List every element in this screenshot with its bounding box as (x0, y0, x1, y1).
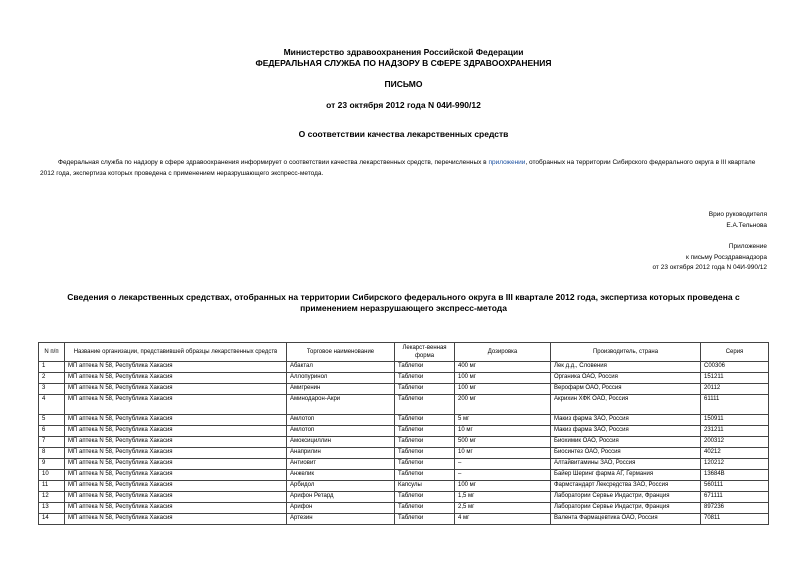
table-row (39, 415, 769, 426)
cell-manufacturer: Биохимик ОАО, Россия (551, 437, 701, 448)
cell-manufacturer: Биосинтез ОАО, Россия (551, 448, 701, 459)
cell-dosage: 100 мг (455, 384, 551, 395)
cell-manufacturer: Макиз фарма ЗАО, Россия (551, 415, 701, 426)
cell-dosage-form: Таблетки (395, 384, 455, 395)
cell-trade-name: Абактал (287, 362, 395, 373)
cell-series: 120212 (701, 459, 769, 470)
cell-organization: МП аптека N 58, Республика Хакасия (65, 426, 287, 437)
col-header-series: Серия (701, 343, 769, 362)
cell-number: 2 (39, 373, 65, 384)
col-header-trade-name: Торговое наименование (287, 343, 395, 362)
cell-trade-name: Анжелик (287, 470, 395, 481)
cell-dosage-form: Таблетки (395, 492, 455, 503)
col-header-dosage: Дозировка (455, 343, 551, 362)
cell-trade-name: Аллопуринол (287, 373, 395, 384)
cell-organization: МП аптека N 58, Республика Хакасия (65, 514, 287, 525)
ministry-name: Министерство здравоохранения Российской Федерации (283, 47, 524, 57)
appendix-link[interactable]: приложении (488, 159, 526, 166)
cell-number: 10 (39, 470, 65, 481)
cell-series: 200312 (701, 437, 769, 448)
cell-dosage: 100 мг (455, 373, 551, 384)
col-header-dosage-form: Лекарст-венная форма (395, 343, 455, 362)
letter-body (40, 157, 770, 179)
cell-manufacturer: Лаборатории Сервье Индастри, Франция (551, 492, 701, 503)
cell-number: 5 (39, 415, 65, 426)
cell-organization: МП аптека N 58, Республика Хакасия (65, 503, 287, 514)
cell-organization: МП аптека N 58, Республика Хакасия (65, 481, 287, 492)
cell-organization: МП аптека N 58, Республика Хакасия (65, 448, 287, 459)
cell-trade-name: Аминодарон-Акри (287, 395, 395, 415)
cell-dosage: – (455, 459, 551, 470)
cell-series: 13684В (701, 470, 769, 481)
cell-trade-name: Амлотоп (287, 415, 395, 426)
cell-trade-name: Арбидол (287, 481, 395, 492)
cell-dosage-form: Таблетки (395, 395, 455, 415)
cell-dosage: 200 мг (455, 395, 551, 415)
cell-organization: МП аптека N 58, Республика Хакасия (65, 395, 287, 415)
col-header-manufacturer: Производитель, страна (551, 343, 701, 362)
table-row (39, 459, 769, 470)
table-row (39, 373, 769, 384)
table-row (39, 395, 769, 415)
document-type: ПИСЬМО (384, 79, 423, 89)
col-header-number: N п/п (39, 343, 65, 362)
table-row (39, 426, 769, 437)
cell-series: 897236 (701, 503, 769, 514)
cell-trade-name: Амигренин (287, 384, 395, 395)
cell-manufacturer: Байер Шеринг фарма АГ, Германия (551, 470, 701, 481)
cell-number: 7 (39, 437, 65, 448)
cell-number: 14 (39, 514, 65, 525)
cell-organization: МП аптека N 58, Республика Хакасия (65, 470, 287, 481)
table-row (39, 481, 769, 492)
cell-dosage-form: Таблетки (395, 503, 455, 514)
cell-dosage-form: Таблетки (395, 437, 455, 448)
cell-organization: МП аптека N 58, Республика Хакасия (65, 437, 287, 448)
cell-dosage: 4 мг (455, 514, 551, 525)
medicines-table (38, 342, 769, 525)
cell-dosage: 100 мг (455, 481, 551, 492)
cell-dosage-form: Капсулы (395, 481, 455, 492)
cell-number: 4 (39, 395, 65, 415)
cell-dosage: 500 мг (455, 437, 551, 448)
cell-manufacturer: Органика ОАО, Россия (551, 373, 701, 384)
cell-dosage: – (455, 470, 551, 481)
cell-organization: МП аптека N 58, Республика Хакасия (65, 384, 287, 395)
cell-series: 231211 (701, 426, 769, 437)
cell-number: 13 (39, 503, 65, 514)
body-text-before-link: Федеральная служба по надзору в сфере здравоохранения информирует о соответствии качества лекарственных средств, перечисленных в (58, 159, 489, 166)
cell-trade-name: Артезин (287, 514, 395, 525)
cell-manufacturer: Лек д.д., Словения (551, 362, 701, 373)
cell-trade-name: Арифон (287, 503, 395, 514)
table-row (39, 514, 769, 525)
body-text-after-link: , отобранных на территории Сибирского федерального округа в III квартале 2012 года, экспертиза которых проведена с применением неразрушающего экспресс-метода. (40, 159, 756, 177)
cell-trade-name: Антиовит (287, 459, 395, 470)
appendix-date: от 23 октября 2012 года N 04И-990/12 (652, 264, 767, 271)
signature-position: Врио руководителя (708, 211, 767, 218)
table-row (39, 470, 769, 481)
cell-number: 11 (39, 481, 65, 492)
cell-manufacturer: Фармстандарт Лексредства ЗАО, Россия (551, 481, 701, 492)
table-header-row (39, 343, 769, 362)
cell-organization: МП аптека N 58, Республика Хакасия (65, 415, 287, 426)
cell-dosage-form: Таблетки (395, 448, 455, 459)
cell-dosage: 1,5 мг (455, 492, 551, 503)
cell-organization: МП аптека N 58, Республика Хакасия (65, 492, 287, 503)
service-name: ФЕДЕРАЛЬНАЯ СЛУЖБА ПО НАДЗОРУ В СФЕРЕ ЗДРАВООХРАНЕНИЯ (255, 58, 552, 68)
table-row (39, 448, 769, 459)
cell-dosage-form: Таблетки (395, 362, 455, 373)
cell-number: 1 (39, 362, 65, 373)
cell-manufacturer: Макиз фарма ЗАО, Россия (551, 426, 701, 437)
table-row (39, 503, 769, 514)
cell-dosage-form: Таблетки (395, 459, 455, 470)
cell-dosage-form: Таблетки (395, 373, 455, 384)
cell-dosage: 2,5 мг (455, 503, 551, 514)
table-row (39, 492, 769, 503)
cell-series: 560111 (701, 481, 769, 492)
cell-trade-name: Амлотоп (287, 426, 395, 437)
cell-trade-name: Анаприлин (287, 448, 395, 459)
cell-number: 8 (39, 448, 65, 459)
table-row (39, 362, 769, 373)
cell-number: 6 (39, 426, 65, 437)
cell-dosage: 400 мг (455, 362, 551, 373)
cell-organization: МП аптека N 58, Республика Хакасия (65, 373, 287, 384)
cell-series: 150911 (701, 415, 769, 426)
cell-manufacturer: Валента Фармацевтика ОАО, Россия (551, 514, 701, 525)
cell-series: C00306 (701, 362, 769, 373)
document-date: от 23 октября 2012 года N 04И-990/12 (326, 100, 481, 110)
cell-dosage: 10 мг (455, 426, 551, 437)
appendix-label: Приложение (728, 243, 767, 250)
cell-dosage-form: Таблетки (395, 426, 455, 437)
cell-manufacturer: Алтайвитамины ЗАО, Россия (551, 459, 701, 470)
table-row (39, 384, 769, 395)
cell-organization: МП аптека N 58, Республика Хакасия (65, 459, 287, 470)
cell-series: 20112 (701, 384, 769, 395)
cell-manufacturer: Лаборатории Сервье Индастри, Франция (551, 503, 701, 514)
document-subject: О соответствии качества лекарственных средств (298, 129, 509, 139)
cell-trade-name: Амоксициллин (287, 437, 395, 448)
cell-dosage-form: Таблетки (395, 470, 455, 481)
cell-series: 151211 (701, 373, 769, 384)
cell-series: 70811 (701, 514, 769, 525)
cell-number: 9 (39, 459, 65, 470)
cell-dosage: 5 мг (455, 415, 551, 426)
cell-number: 3 (39, 384, 65, 395)
signature-name: Е.А.Тельнова (726, 222, 767, 229)
table-title: Сведения о лекарственных средствах, отобранных на территории Сибирского федерального округа в III квартале 2012 года, экспертиза которых проведена с применением неразрушающего экспресс-метода (67, 292, 740, 313)
cell-number: 12 (39, 492, 65, 503)
cell-series: 671111 (701, 492, 769, 503)
cell-series: 40212 (701, 448, 769, 459)
cell-dosage-form: Таблетки (395, 415, 455, 426)
cell-manufacturer: Верофарм ОАО, Россия (551, 384, 701, 395)
col-header-organization: Название организации, представившей образцы лекарственных средств (65, 343, 287, 362)
cell-dosage-form: Таблетки (395, 514, 455, 525)
cell-series: 61111 (701, 395, 769, 415)
cell-manufacturer: Акрихин ХФК ОАО, Россия (551, 395, 701, 415)
cell-dosage: 10 мг (455, 448, 551, 459)
cell-trade-name: Арифон Ретард (287, 492, 395, 503)
appendix-letter-ref: к письму Росздравнадзора (685, 254, 767, 261)
table-row (39, 437, 769, 448)
cell-organization: МП аптека N 58, Республика Хакасия (65, 362, 287, 373)
